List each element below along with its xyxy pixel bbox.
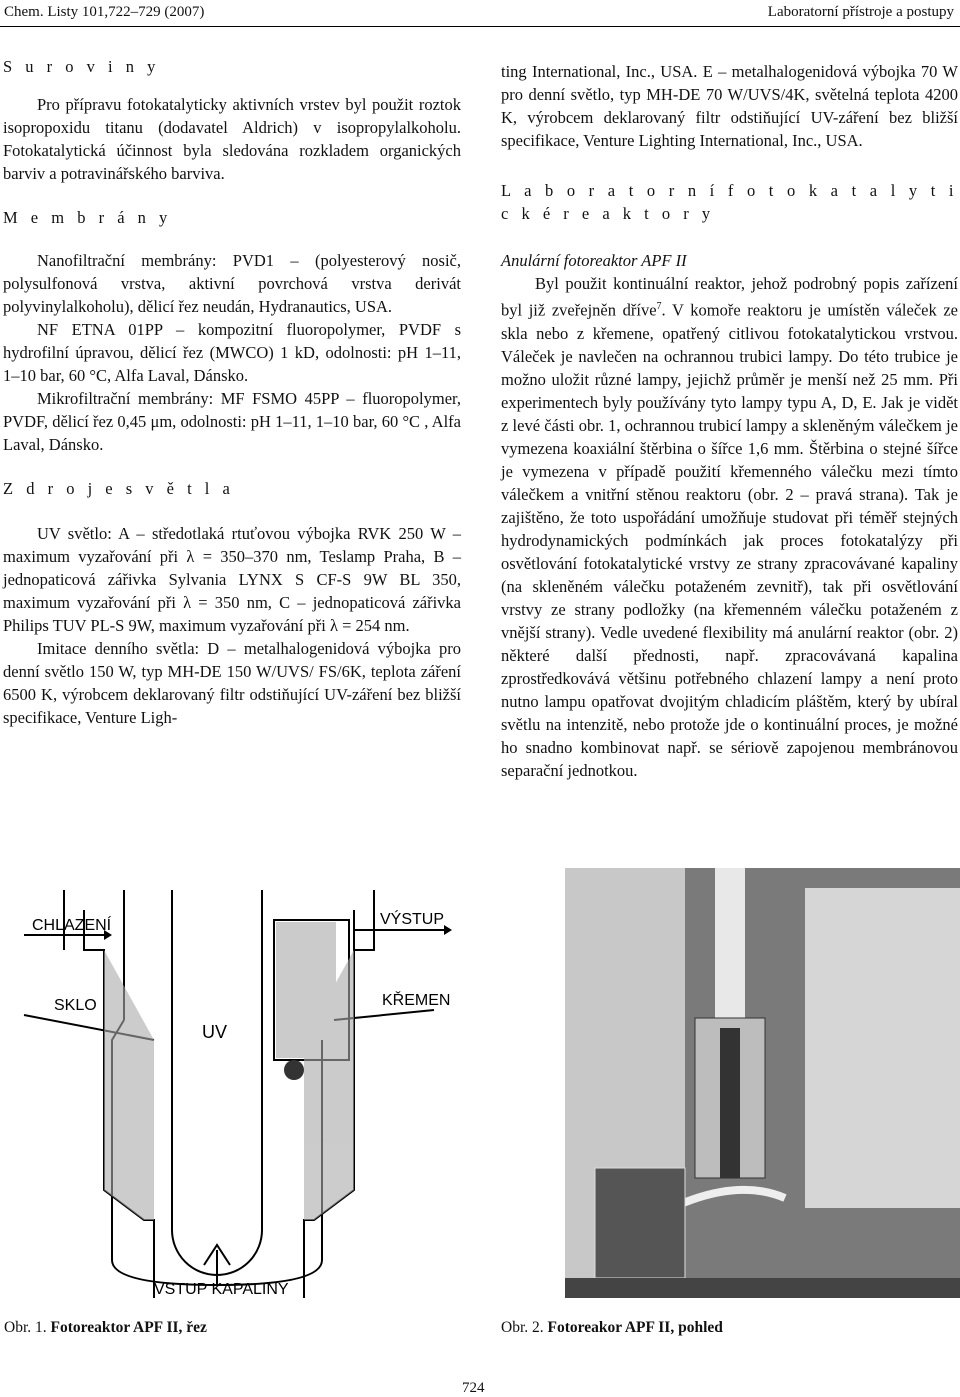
- figure-1-title: Fotoreaktor APF II, řez: [50, 1319, 207, 1336]
- label-kremen: KŘEMEN: [382, 992, 451, 1009]
- paragraph-membrany-1: Nanofiltrační membrány: PVD1 – (polyesterový nosič, polysulfonová vrstva, aktivní povrchová vrstva derivát polyvinylalkoholu), dělicí řez neudán, Hydranautics, USA.: [3, 251, 461, 316]
- uv-lamp-tube: [172, 890, 262, 1275]
- journal-header: Chem. Listy 101,722–729 (2007): [4, 4, 205, 20]
- cabinet: [805, 888, 960, 1208]
- figure-2-caption: [501, 1318, 723, 1338]
- page-number: 724: [462, 1380, 485, 1396]
- right-column: [501, 60, 958, 782]
- paragraph-zdroje-1: UV světlo: A – středotlaká rtuťovou výbojka RVK 250 W – maximum vyzařování při λ = 350–370 nm, Teslamp Praha, B – jednopaticová zářivka Sylvania LYNX S CF-S 9W BL 350, maximum vyzařování při λ = 350 nm, C – jednopaticová zářivka Philips TUV PL-S 9W, maximum vyzařování při λ = 254 nm.: [3, 524, 461, 635]
- figure-2-title: Fotoreakor APF II, pohled: [547, 1319, 723, 1336]
- label-chlazeni: CHLAZENÍ: [32, 917, 112, 934]
- paragraph-reaktor-part1: Byl použit kontinuální reaktor, jehož podrobný popis zařízení byl již zveřejněn dříve: [501, 274, 958, 320]
- label-sklo: SKLO: [54, 997, 97, 1014]
- beaker: [595, 1168, 685, 1278]
- paragraph-continued: ting International, Inc., USA. E – metalhalogenidová výbojka 70 W pro denní světlo, typ MH-DE 70 W/UVS/4K, světelná teplota 4200 K, výrobcem deklarovaný filtr odstiňující UV-záření bez bližší specifikace, Venture Lighting International, Inc., USA.: [501, 62, 958, 150]
- figure-1-caption: [4, 1318, 207, 1338]
- heading-reaktory: L a b o r a t o r n í f o t o k a t a l y t i c k é r e a k t o r y: [501, 181, 958, 223]
- paragraph-reaktor: [501, 272, 958, 782]
- housing-hatch-left: [104, 950, 154, 1220]
- heading-zdroje: Z d r o j e s v ě t l a: [3, 479, 235, 498]
- figure-2-label: Obr. 2.: [501, 1319, 544, 1336]
- paragraph-membrany-3: Mikrofiltrační membrány: MF FSMO 45PP – fluoropolymer, PVDF, dělicí řez 0,45 μm, odolnosti: pH 1–11, 1–10 bar, 60 °C , Alfa Laval, Dánsko.: [3, 389, 461, 454]
- header-rule: [0, 26, 960, 27]
- section-header: Laboratorní přístroje a postupy: [767, 4, 954, 20]
- label-vstup-kapaliny: VSTUP KAPALINY: [154, 1281, 289, 1298]
- o-ring: [284, 1060, 304, 1080]
- figure-1-cross-section: [4, 890, 464, 1298]
- heading-suroviny: S u r o v i n y: [3, 57, 160, 76]
- paragraph-zdroje-2: Imitace denního světla: D – metalhalogenidová výbojka pro denní světlo 150 W, typ MH-DE 150 W/UVS/ FS/6K, teplota záření 6500 K, výrobcem deklarovaný filtr odstiňující UV-záření bez bližší specifikace, Venture Ligh-: [3, 639, 461, 727]
- reference-number: 7: [656, 301, 662, 312]
- lamp-top: [715, 868, 745, 1018]
- paragraph-suroviny: Pro přípravu fotokatalyticky aktivních vrstev byl použit roztok isopropoxidu titanu (dodavatel Aldrich) v isopropylalkoholu. Fotokatalytická účinnost byla sledována rozkladem organických barviv a potravinářského barviva.: [3, 95, 461, 183]
- figure-2-photo: [565, 868, 960, 1298]
- figure-1-label: Obr. 1.: [4, 1319, 47, 1336]
- label-vystup: VÝSTUP: [380, 911, 445, 928]
- paragraph-reaktor-part2: . V komoře reaktoru je umístěn váleček ze skla nebo z křemene, opatřený citlivou fotokatalytickou vrstvou. Váleček je navlečen na ochrannou trubici lampy. Do této trubice je možno uložit různé lampy, jejichž průměr je menší než 25 mm. Při experimentech byly používány tyto lampy typu A, D, E. Jak je vidět z levé části obr. 1, ochrannou trubicí lampy a skleněným válečkem je vymezena koaxiální štěrbina o šířce 1,6 mm. Štěrbina o stejné šířce je vymezena v případě použití křemenného válečku mezi tímto válečkem a vnitřní stěnou reaktoru (obr. 2 – pravá strana). Tak je zajištěno, že toto uspořádání umožňuje studovat při téměř stejných hydrodynamických podmínkách jak proces fotokatalýzy při osvětlování fotokatalytické vrstvy ze strany zpracovávané kapaliny (na skleněném válečku potaženém zevnitř), tak při osvětlování vrstvy ze strany podložky (na křemenném válečku potaženém z vnější strany). Vedle uvedené flexibility má anulární reaktor (obr. 2) některé další přednosti, např. zpracovávaná kapalina zprostředkovává většinu potřebného chlazení lampy a není proto nutno lampu opatřovat dvojitým chladicím pláštěm, který by ubíral světlu na intenzitě, nebo protože jde o kontinuální proces, je možné ho snadno kombinovat např. se sériově zapojenou membránovou separační jednotkou.: [501, 300, 959, 780]
- heading-membrany: M e m b r á n y: [3, 208, 172, 227]
- label-uv: UV: [202, 1022, 228, 1042]
- subheading-apf: Anulární fotoreaktor APF II: [501, 251, 687, 270]
- paragraph-membrany-2: NF ETNA 01PP – kompozitní fluoropolymer, PVDF s hydrofilní úpravou, dělicí řez (MWCO) 1 kD, odolnosti: pH 1–11, 1–10 bar, 60 °C, Alfa Laval, Dánsko.: [3, 320, 461, 385]
- left-column: [3, 55, 461, 729]
